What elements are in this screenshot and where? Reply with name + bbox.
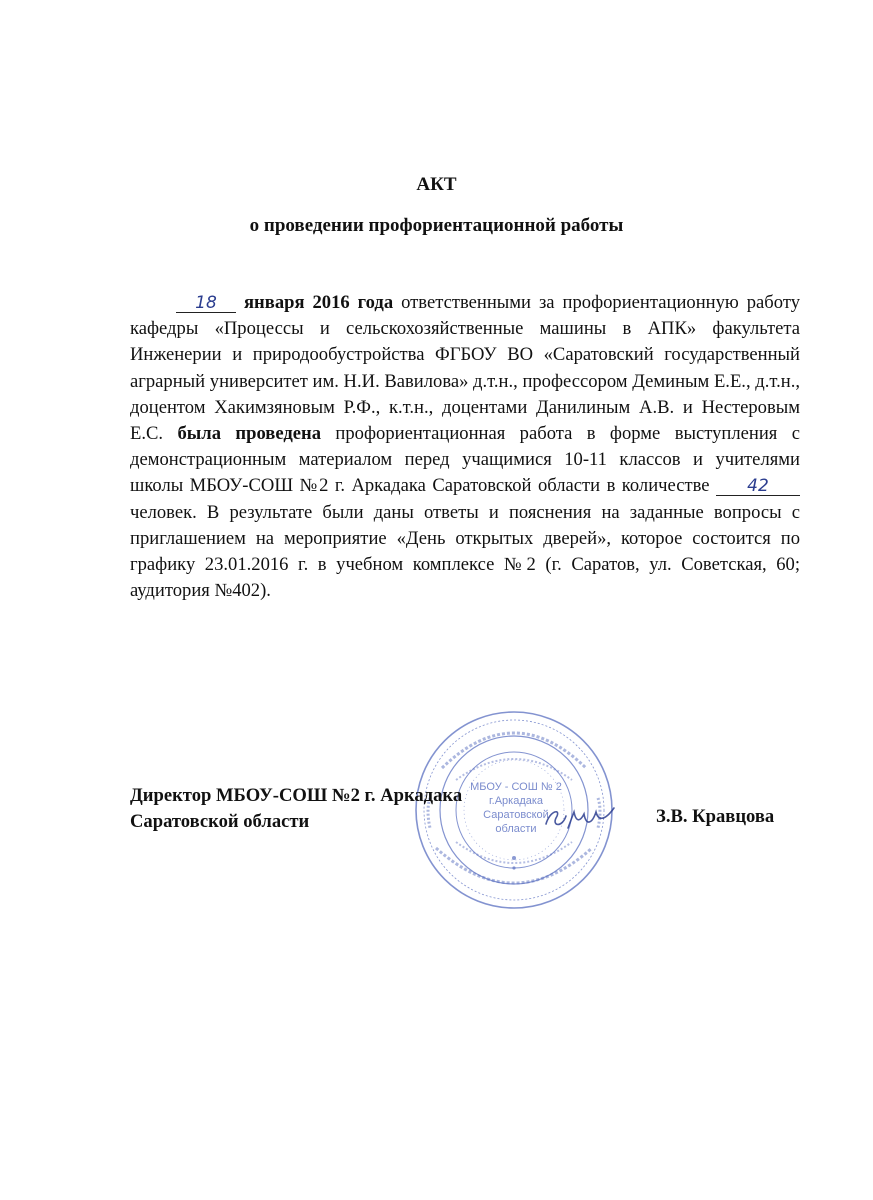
paragraph-text-1: ответственными за профориентационную работу кафедры «Процессы и сельскохозяйственные машины в АПК» факультета Инженерии и природообустройства ФГБОУ ВО «Саратовский государственный аграрный университет им. Н.И. Вавилова» д.т.н., профессором Деминым Е.Е., д.т.н., доцентом Хакимзяновым Р.Ф., к.т.н., доцентами Данилиным А.В. и Нестеровым Е.С.	[130, 292, 801, 445]
handwritten-count: 42	[716, 477, 800, 496]
document-subtitle: о проведении профориентационной работы	[249, 215, 624, 236]
date-text: января 2016 года	[244, 292, 394, 313]
paragraph-highlight: была проведена	[177, 423, 322, 445]
paragraph-text-2: профориентационная работа в форме выступления с демонстрационным материалом перед учащимися 10-11 классов и учителями школы МБОУ-СОШ №2 г. Аркадака Саратовской области в количестве	[130, 423, 800, 497]
stamp-line-2: г.Аркадака	[488, 795, 544, 807]
main-paragraph	[130, 290, 800, 604]
position-line-1: Директор МБОУ-СОШ №2 г. Аркадака	[130, 785, 463, 806]
stamp-line-4: области	[495, 823, 537, 835]
stamp-line-1: МБОУ - СОШ № 2	[470, 781, 562, 793]
handwritten-signature	[540, 798, 620, 838]
signatory-name: З.В. Кравцова	[656, 806, 775, 827]
paragraph-text-3: человек. В результате были даны ответы и пояснения на заданные вопросы с приглашением на мероприятие «День открытых дверей», которое состоится по графику 23.01.2016 г. в учебном комплексе №2 (г. Саратов, ул. Советская, 60; аудитория №402).	[130, 501, 800, 602]
handwritten-day: 18	[176, 294, 236, 313]
signature-position	[130, 783, 462, 835]
document-title: АКТ	[416, 174, 457, 195]
stamp-line-3: Саратовской	[483, 809, 549, 821]
position-line-2: Саратовской области	[130, 811, 310, 832]
